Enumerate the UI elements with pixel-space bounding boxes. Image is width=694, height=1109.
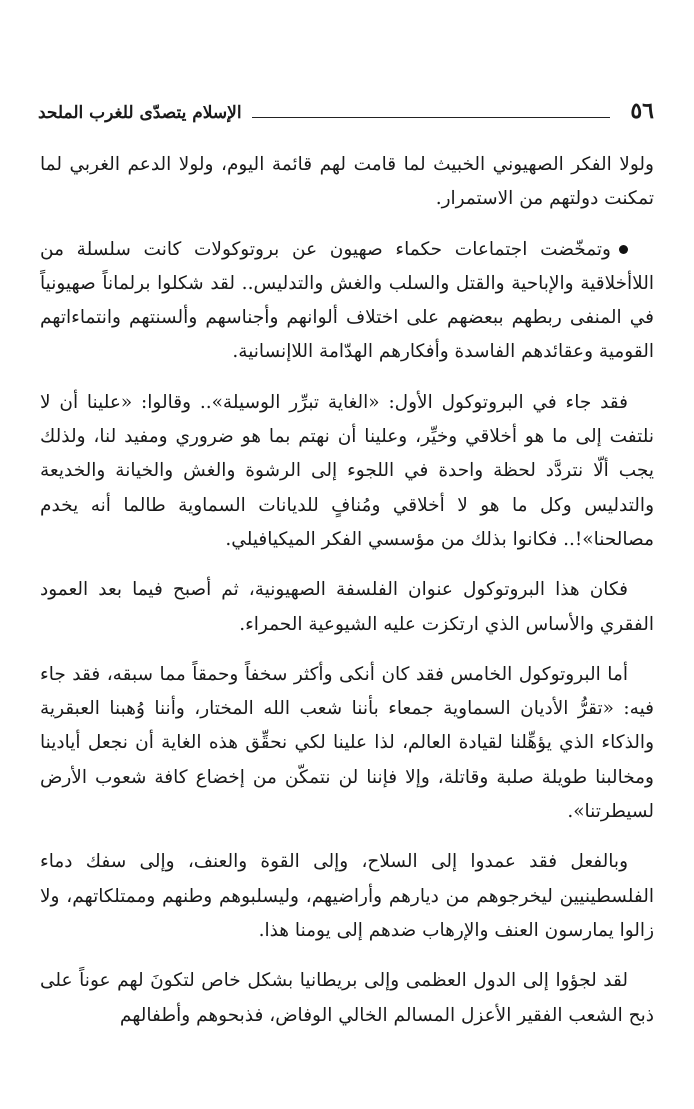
running-header	[38, 88, 654, 122]
page-number: ٥٦	[630, 98, 654, 124]
header-rule	[252, 117, 611, 118]
paragraph	[40, 845, 654, 948]
paragraph	[40, 386, 654, 557]
paragraph-text: أما البروتوكول الخامس فقد كان أنكى وأكثر سخفاً وحمقاً مما سبقه، فقد جاء فيه: «تقرُّ الأديان السماوية جمعاء بأننا شعب الله المختار، وأننا وُهبنا العبقرية والذكاء الذي يؤهِّلنا لقيادة العالم، لذا علينا لكي نحقِّق هذه الغاية أن نجعل أيادينا ومخالبنا طويلة صلبة وقاتلة، وإلا فإننا لن نتمكّن من إخضاع كافة شعوب الأرض لسيطرتنا».	[40, 663, 654, 823]
paragraph	[40, 148, 654, 217]
paragraph	[40, 964, 654, 1033]
book-title: الإسلام يتصدّى للغرب الملحد	[38, 103, 242, 123]
paragraph-text: ولولا الفكر الصهيوني الخبيث لما قامت لهم قائمة اليوم، ولولا الدعم الغربي لما تمكنت دولتهم من الاستمرار.	[40, 154, 654, 210]
paragraph-text: وبالفعل فقد عمدوا إلى السلاح، وإلى القوة والعنف، وإلى سفك دماء الفلسطينيين ليخرجوهم من ديارهم وأراضيهم، وليسلبوهم وطنهم وممتلكاتهم، ولا زالوا يمارسون العنف والإرهاب ضدهم إلى يومنا هذا.	[40, 851, 654, 941]
bullet-icon	[619, 245, 628, 254]
paragraph-text: فكان هذا البروتوكول عنوان الفلسفة الصهيونية، ثم أصبح فيما بعد العمود الفقري والأساس الذي ارتكزت عليه الشيوعية الحمراء.	[40, 579, 654, 635]
bullet-paragraph	[40, 233, 654, 370]
paragraph-text: وتمخّضت اجتماعات حكماء صهيون عن بروتوكولات كانت سلسلة من اللاأخلاقية والإباحية والقتل والسلب والغش والتدليس.. لقد شكلوا برلماناً صهيونياً في المنفى ربطهم ببعضهم على اختلاف ألوانهم وأجناسهم وألسنتهم وانتماءاتهم القومية وعقائدهم الفاسدة وأفكارهم الهدّامة اللاإنسانية.	[40, 238, 654, 363]
paragraph-text: فقد جاء في البروتوكول الأول: «الغاية تبرِّر الوسيلة».. وقالوا: «علينا أن لا نلتفت إلى ما هو أخلاقي وخيِّر، وعلينا أن نهتم بما هو ضروري ومفيد لنا، ولذلك يجب ألّا نتردَّد لحظة واحدة في اللجوء إلى الرشوة والغش والخيانة والخديعة والتدليس وكل ما هو لا أخلاقي ومُنافٍ للديانات السماوية طالما أنه يخدم مصالحنا»!.. فكانوا بذلك من مؤسسي الفكر الميكيافيلي.	[40, 391, 654, 550]
paragraph	[40, 573, 654, 642]
body-text	[40, 148, 654, 1049]
paragraph-text: لقد لجؤوا إلى الدول العظمى وإلى بريطانيا بشكل خاص لتكونَ لهم عوناً على ذبح الشعب الفقير الأعزل المسالم الخالي الوفاض، فذبحوهم وأطفالهم	[40, 970, 654, 1026]
paragraph	[40, 658, 654, 829]
